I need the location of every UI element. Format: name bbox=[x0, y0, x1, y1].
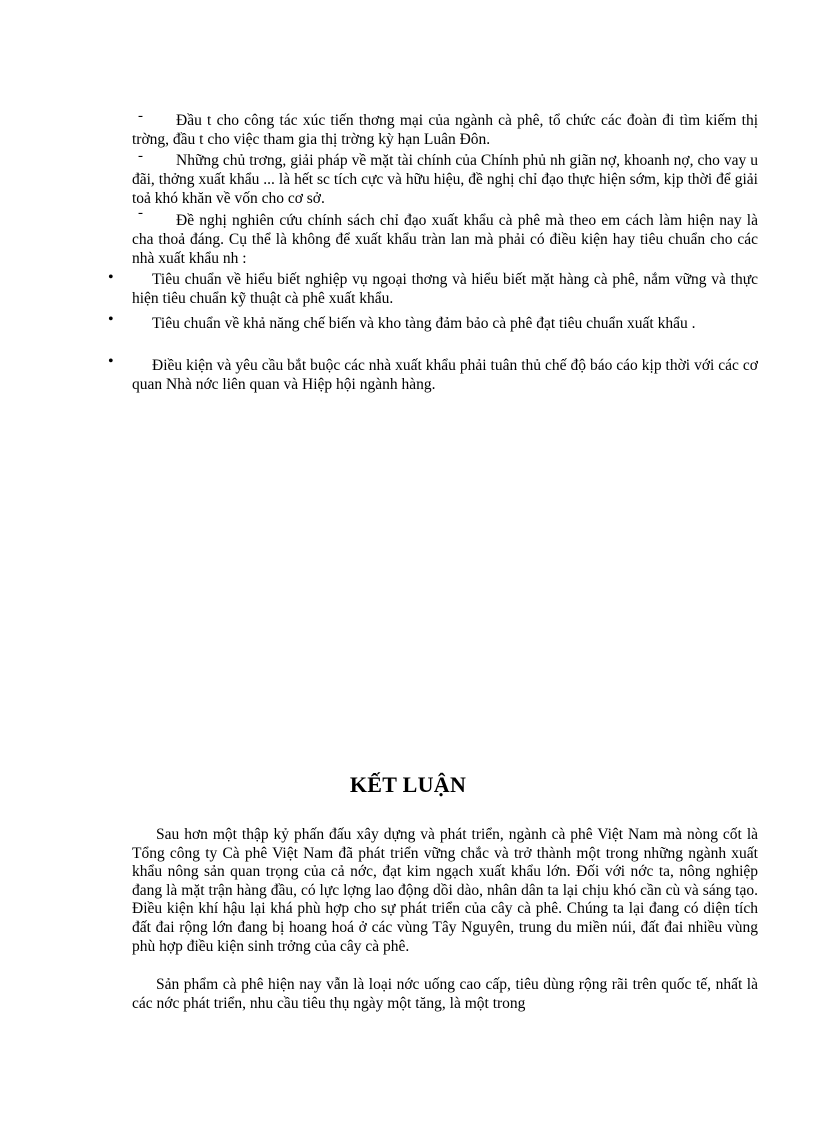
bullet-marker: • bbox=[108, 311, 114, 328]
bullet-item: Tiêu chuẩn về hiểu biết nghiệp vụ ngoại thơng và hiểu biết mặt hàng cà phê, nắm vững và thực hiện tiêu chuẩn kỹ thuật cà phê xuất khẩu. bbox=[132, 271, 758, 307]
conclusion-paragraph: Sau hơn một thập kỷ phấn đấu xây dựng và phát triển, ngành cà phê Việt Nam mà nòng cốt là Tổng công ty Cà phê Việt Nam đã phát triển vững chắc và trở thành một trong những ngành xuất khẩu nông sản quan trọng của cả nớc, đạt kim ngạch xuất khẩu lớn. Đối với nớc ta, nông nghiệp đang là mặt trận hàng đầu, có lực lợng lao động dồi dào, nhân dân ta lại chịu khó cần cù và sáng tạo. Điều kiện khí hậu lại khá phù hợp cho sự phát triển của cây cà phê. Chúng ta lại đang có diện tích đất đai rộng lớn đang bị hoang hoá ở các vùng Tây Nguyên, trung du miền núi, đất đai nhiều vùng phù hợp điều kiện sinh trởng của cây cà phê. bbox=[132, 826, 758, 955]
dash-marker: - bbox=[138, 205, 143, 221]
bullet-marker: • bbox=[108, 269, 114, 286]
bullet-item: Điều kiện và yêu cầu bắt buộc các nhà xuất khẩu phải tuân thủ chế độ báo cáo kịp thời với các cơ quan Nhà nớc liên quan và Hiệp hội ngành hàng. bbox=[132, 357, 758, 393]
dash-item: Đề nghị nghiên cứu chính sách chỉ đạo xuất khẩu cà phê mà theo em cách làm hiện nay là cha thoả đáng. Cụ thể là không để xuất khẩu tràn lan mà phải có điều kiện hay tiêu chuẩn cho các nhà xuất khẩu nh : bbox=[132, 212, 758, 267]
bullet-item: Tiêu chuẩn về khả năng chế biến và kho tàng đảm bảo cà phê đạt tiêu chuẩn xuất khẩu . bbox=[152, 315, 696, 332]
dash-item: Những chủ trơng, giải pháp về mặt tài chính của Chính phủ nh giãn nợ, khoanh nợ, cho vay u đãi, thởng xuất khẩu ... là hết sc tích cực và hữu hiệu, đề nghị chỉ đạo thực hiện sớm, kịp thời để giải toả khó khăn về vốn cho cơ sở. bbox=[132, 152, 758, 207]
conclusion-title: KẾT LUẬN bbox=[349, 772, 467, 797]
conclusion-paragraph: Sản phẩm cà phê hiện nay vẫn là loại nớc uống cao cấp, tiêu dùng rộng rãi trên quốc tế, nhất là các nớc phát triển, nhu cầu tiêu thụ ngày một tăng, là một trong bbox=[132, 976, 758, 1012]
dash-item: Đầu t cho công tác xúc tiến thơng mại của ngành cà phê, tổ chức các đoàn đi tìm kiếm thị trờng, đầu t cho việc tham gia thị trờng kỳ hạn Luân Đôn. bbox=[132, 112, 758, 148]
bullet-marker: • bbox=[108, 353, 114, 370]
dash-marker: - bbox=[138, 108, 143, 124]
dash-marker: - bbox=[138, 148, 143, 164]
